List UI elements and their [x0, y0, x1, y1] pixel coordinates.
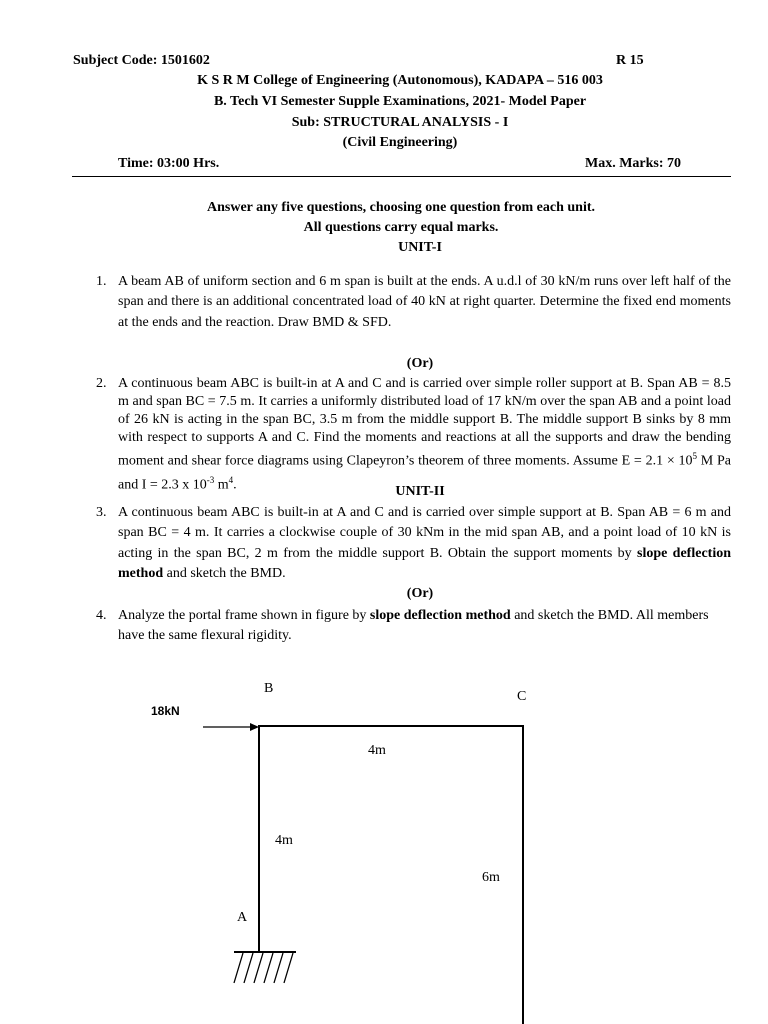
- regulation-code: R 15: [616, 53, 644, 68]
- question-text: A beam AB of uniform section and 6 m span is built at the ends. A u.d.l of 30 kN/m runs over left half of the span and there is an additional concentrated load of 40 kN at right quarter. Determine the fixed end moments at the ends and the reaction. Draw BMD & SFD.: [118, 274, 731, 330]
- subject-title: Sub: STRUCTURAL ANALYSIS - I: [291, 115, 509, 130]
- column-cd-height-label: 6m: [482, 870, 500, 885]
- question-number: 4.: [96, 608, 107, 623]
- question-text-part: .: [233, 477, 237, 493]
- emphasized-method: slope deflection method: [118, 545, 731, 581]
- question-text-part: M Pa and I = 2.3 x 10: [118, 453, 731, 493]
- span-bc-label: 4m: [368, 743, 386, 758]
- question-number: 3.: [96, 505, 107, 520]
- load-label: 18kN: [151, 704, 180, 718]
- load-arrow-head: [250, 723, 259, 731]
- question-text-part: A continuous beam ABC is built-in at A and C and is carried over simple support at B. Span AB = 6 m and span BC = 4 m. It carries a clockwise couple of 30 kNm in the mid span AB, and a point load of 10 kN is acting in the span BC, 2 m from the middle support B. Obtain the support moments by: [118, 505, 731, 561]
- question-text-part: and sketch the BMD.: [163, 565, 286, 581]
- exponent: 4: [228, 474, 234, 485]
- node-label-b: B: [264, 681, 274, 696]
- question-text-part: and sketch the BMD. All members have the same flexural rigidity.: [118, 608, 709, 644]
- exam-title: B. Tech VI Semester Supple Examinations, 2021- Model Paper: [213, 94, 587, 109]
- exponent: 5: [692, 451, 697, 461]
- or-separator-unit-1: (Or): [406, 356, 434, 371]
- unit-2-heading: UNIT-II: [395, 484, 445, 499]
- exam-time: Time: 03:00 Hrs.: [118, 156, 220, 171]
- column-ab-height-label: 4m: [275, 833, 293, 848]
- question-text-part: m: [214, 477, 229, 493]
- question-text-part: A continuous beam ABC is built-in at A and C and is carried over simple roller support at B. Span AB = 8.5 m and span BC = 7.5 m. It carries a uniformly distributed load of 17 kN/m over the span AB and a point load of 26 kN is acting in the span BC, 3.5 m from the middle support B. The middle support B sinks by 8 mm with respect to supports A and C. Find the moments and reactions at all the supports and draw the bending moment and shear force diagrams using Clapeyron’s theorem of three moments. Assume E = 2.1 × 10: [118, 376, 731, 469]
- branch-name: (Civil Engineering): [342, 135, 458, 150]
- instruction-line-1: Answer any five questions, choosing one question from each unit.: [206, 200, 596, 215]
- node-label-c: C: [517, 689, 527, 704]
- instruction-line-2: All questions carry equal marks.: [303, 220, 499, 235]
- max-marks: Max. Marks: 70: [585, 156, 682, 171]
- question-number: 2.: [96, 376, 107, 391]
- subject-code: Subject Code: 1501602: [73, 53, 210, 68]
- node-label-a: A: [237, 910, 248, 925]
- question-number: 1.: [96, 274, 107, 289]
- college-name: K S R M College of Engineering (Autonomous), KADAPA – 516 003: [197, 73, 603, 88]
- emphasized-method: slope deflection method: [369, 608, 511, 623]
- fixed-support-hatching: [234, 953, 293, 983]
- or-separator-unit-2: (Or): [406, 586, 434, 601]
- question-text-part: Analyze the portal frame shown in figure by: [118, 608, 370, 623]
- exponent: -3: [206, 474, 215, 485]
- unit-1-heading: UNIT-I: [398, 240, 442, 255]
